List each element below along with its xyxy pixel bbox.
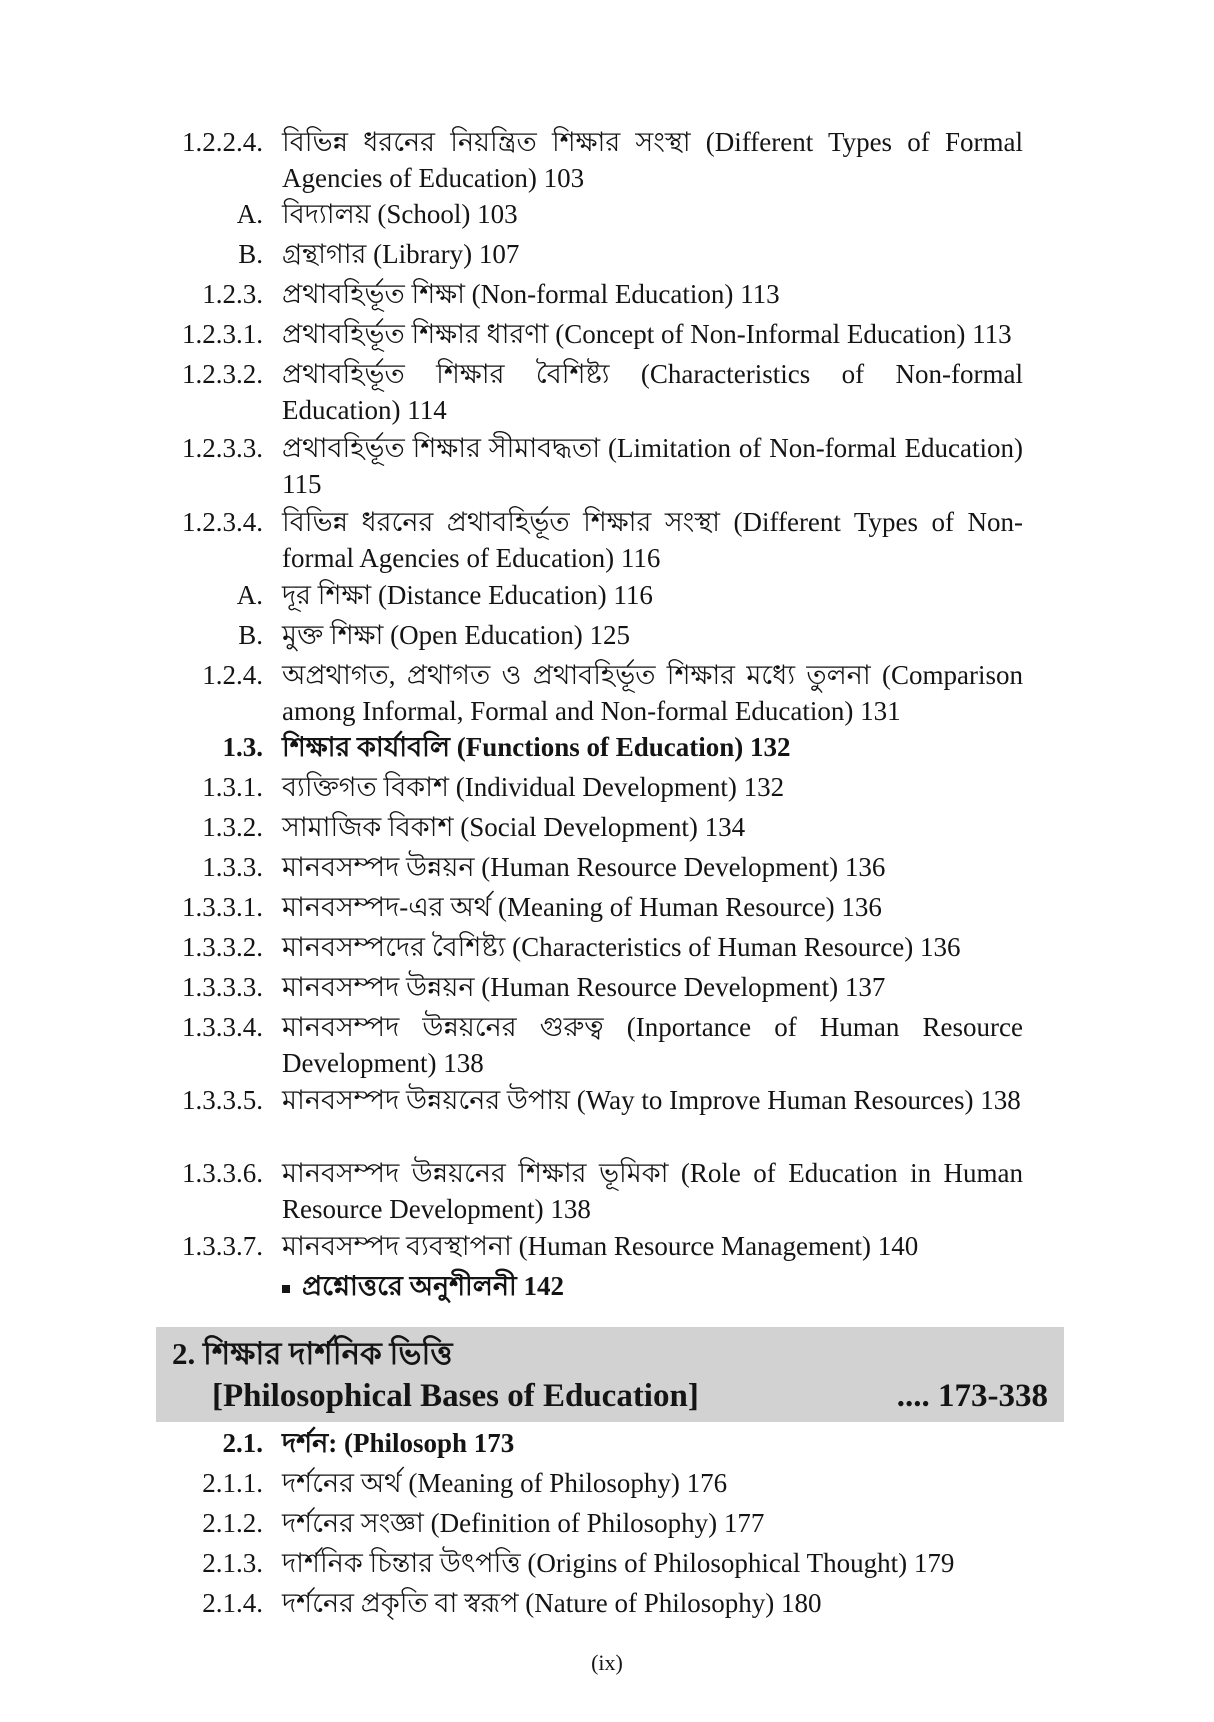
toc-title: বিদ্যালয় (School) 103 (282, 199, 518, 229)
toc-title: প্রথাবহির্ভূত শিক্ষার সীমাবদ্ধতা (Limitation of Non-formal Education) 115 (282, 433, 1023, 499)
toc-number: 1.2.3.1. (182, 319, 263, 349)
toc-title: দর্শনের প্রকৃতি বা স্বরূপ (Nature of Philosophy) 180 (282, 1588, 822, 1618)
chapter-heading-band (156, 1327, 1064, 1422)
chapter-number: 2. (172, 1336, 196, 1371)
toc-number: 1.3.3.3. (182, 972, 263, 1002)
toc-number: 1.2.3.3. (182, 433, 263, 463)
toc-number: 1.3.3.7. (182, 1231, 263, 1261)
toc-title: সামাজিক বিকাশ (Social Development) 134 (282, 812, 746, 842)
page-number-footer: (ix) (591, 1650, 623, 1675)
toc-title: বিভিন্ন ধরনের প্রথাবহির্ভূত শিক্ষার সংস্থা (Different Types of Non-formal Agencies of Education) 116 (282, 507, 1023, 573)
toc-title: গ্রন্থাগার (Library) 107 (282, 239, 520, 269)
toc-number: 2.1. (222, 1428, 263, 1458)
toc-title: মুক্ত শিক্ষা (Open Education) 125 (282, 620, 631, 650)
toc-number: 2.1.3. (202, 1548, 263, 1578)
toc-number: 1.3.3.4. (182, 1012, 263, 1042)
bullet-square-icon (282, 1285, 290, 1293)
exercise-label: প্রশ্নোত্তরে অনুশীলনী 142 (302, 1271, 564, 1301)
toc-title: দূর শিক্ষা (Distance Education) 116 (282, 580, 653, 610)
toc-title: অপ্রথাগত, প্রথাগত ও প্রথাবহির্ভূত শিক্ষার মধ্যে তুলনা (Comparison among Informal, Formal and Non-formal Education) 131 (282, 660, 1023, 726)
toc-number: 1.3.3.6. (182, 1158, 263, 1188)
toc-title: প্রথাবহির্ভূত শিক্ষার বৈশিষ্ট্য (Characteristics of Non-formal Education) 114 (282, 359, 1023, 425)
toc-title: বিভিন্ন ধরনের নিয়ন্ত্রিত শিক্ষার সংস্থা (Different Types of Formal Agencies of Education) 103 (282, 127, 1023, 193)
toc-title: শিক্ষার কার্যাবলি (Functions of Education) 132 (282, 732, 791, 762)
toc-title: দার্শনিক চিন্তার উৎপত্তি (Origins of Philosophical Thought) 179 (282, 1548, 955, 1578)
toc-number: A. (236, 199, 263, 229)
toc-number: 2.1.4. (202, 1588, 263, 1618)
toc-number: 1.3.3.5. (182, 1085, 263, 1115)
toc-number: 1.2.4. (202, 660, 263, 690)
toc-number: 1.2.3. (202, 279, 263, 309)
toc-title: মানবসম্পদ ব্যবস্থাপনা (Human Resource Management) 140 (282, 1231, 919, 1261)
toc-title: মানবসম্পদ উন্নয়ন (Human Resource Development) 136 (282, 852, 886, 882)
chapter-title-english: [Philosophical Bases of Education] (212, 1378, 699, 1414)
chapter-title-bengali (172, 1335, 453, 1373)
toc-number: 1.2.2.4. (182, 127, 263, 157)
exercise-entry (282, 1268, 564, 1304)
toc-title: প্রথাবহির্ভূত শিক্ষা (Non-formal Education) 113 (282, 279, 780, 309)
toc-title: মানবসম্পদের বৈশিষ্ট্য (Characteristics of Human Resource) 136 (282, 932, 961, 962)
toc-title: মানবসম্পদ উন্নয়নের গুরুত্ব (Inportance of Human Resource Development) 138 (282, 1012, 1023, 1078)
toc-title: দর্শনের অর্থ (Meaning of Philosophy) 176 (282, 1468, 728, 1498)
toc-number: 1.3.3.1. (182, 892, 263, 922)
toc-number: 1.3.3.2. (182, 932, 263, 962)
toc-number: 1.3.2. (202, 812, 263, 842)
toc-number: A. (236, 580, 263, 610)
toc-title: ব্যক্তিগত বিকাশ (Individual Development) 132 (282, 772, 785, 802)
toc-number: 2.1.2. (202, 1508, 263, 1538)
toc-title: দর্শনের সংজ্ঞা (Definition of Philosophy) 177 (282, 1508, 765, 1538)
toc-title: মানবসম্পদ উন্নয়নের উপায় (Way to Improve Human Resources) 138 (282, 1085, 1021, 1115)
toc-number: 1.3.3. (202, 852, 263, 882)
toc-title: প্রথাবহির্ভূত শিক্ষার ধারণা (Concept of Non-Informal Education) 113 (282, 319, 1012, 349)
toc-number: 1.3.1. (202, 772, 263, 802)
toc-number: 1.2.3.2. (182, 359, 263, 389)
toc-number: 2.1.1. (202, 1468, 263, 1498)
toc-number: 1.3. (222, 732, 263, 762)
toc-title: মানবসম্পদ-এর অর্থ (Meaning of Human Resource) 136 (282, 892, 882, 922)
toc-number: B. (238, 239, 263, 269)
toc-title: মানবসম্পদ উন্নয়ন (Human Resource Development) 137 (282, 972, 886, 1002)
chapter-page-range: .... 173-338 (896, 1378, 1048, 1414)
toc-title: দর্শন: (Philosoph 173 (282, 1428, 515, 1458)
toc-title: মানবসম্পদ উন্নয়নের শিক্ষার ভূমিকা (Role of Education in Human Resource Development) 138 (282, 1158, 1023, 1224)
toc-number: B. (238, 620, 263, 650)
toc-number: 1.2.3.4. (182, 507, 263, 537)
chapter-title-bn: শিক্ষার দার্শনিক ভিত্তি (203, 1336, 453, 1371)
